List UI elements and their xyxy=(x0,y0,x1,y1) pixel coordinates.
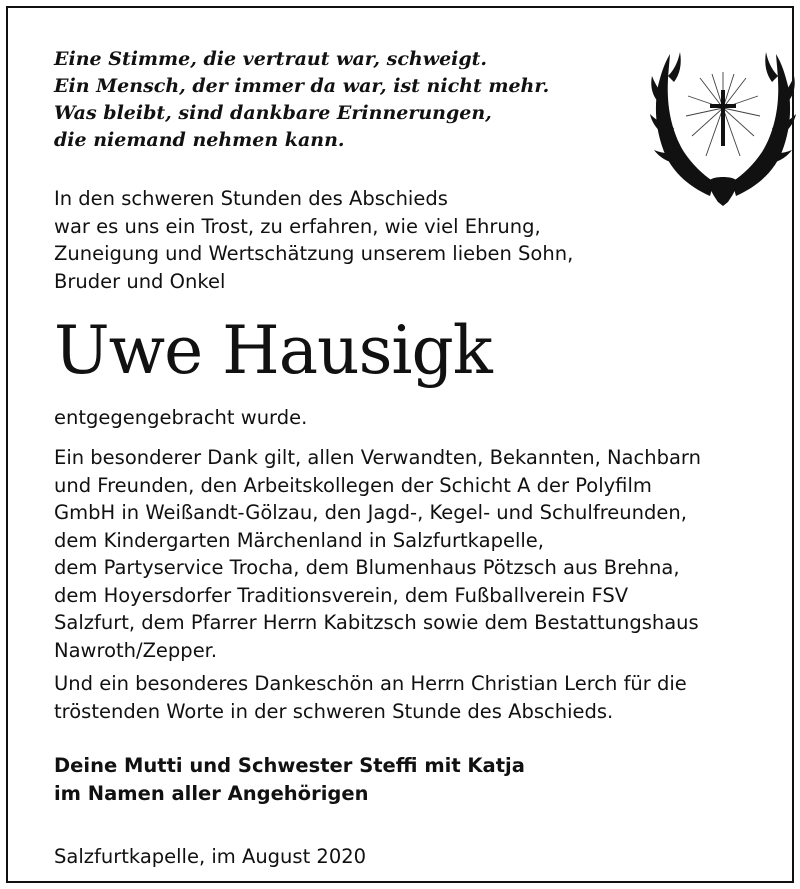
thanks-line: Salzfurt, dem Pfarrer Herrn Kabitzsch sowie dem Bestattungshaus xyxy=(54,611,699,634)
intro-line: In den schweren Stunden des Abschieds xyxy=(54,187,448,210)
thanks-line: dem Kindergarten Märchenland in Salzfurtkapelle, xyxy=(54,528,544,552)
special-thanks-paragraph xyxy=(54,670,687,725)
after-name-text xyxy=(54,404,307,432)
signature-line: Deine Mutti und Schwester Steffi mit Katja xyxy=(54,754,525,777)
intro-line: Bruder und Onkel xyxy=(54,269,226,293)
signature-line: im Namen aller Angehörigen xyxy=(54,781,369,805)
poem-line: Eine Stimme, die vertraut war, schweigt. xyxy=(54,48,488,70)
intro-paragraph xyxy=(54,185,573,295)
thanks-line: und Freunden, den Arbeitskollegen der Schicht A der Polyfilm xyxy=(54,473,652,497)
thanks-line: Nawroth/Zepper. xyxy=(54,638,218,662)
place-date: Salzfurtkapelle, im August 2020 xyxy=(54,845,367,868)
thanks-paragraph xyxy=(54,444,701,664)
intro-line: Zuneigung und Wertschätzung unserem lieben Sohn, xyxy=(54,242,574,265)
poem-line: Ein Mensch, der immer da war, ist nicht mehr. xyxy=(54,75,550,97)
poem-line: die niemand nehmen kann. xyxy=(54,129,345,151)
antlers-cross-icon xyxy=(648,46,798,206)
signature-block xyxy=(54,752,525,807)
poem xyxy=(54,46,549,154)
after-name-line: entgegengebracht wurde. xyxy=(54,406,308,429)
intro-line: war es uns ein Trost, zu erfahren, wie viel Ehrung, xyxy=(54,214,541,238)
deceased-name: Uwe Hausigk xyxy=(54,312,492,389)
special-thanks-line: tröstenden Worte in der schweren Stunde des Abschieds. xyxy=(54,699,614,723)
thanks-line: dem Partyservice Trocha, dem Blumenhaus Pötzsch aus Brehna, xyxy=(54,556,680,579)
thanks-line: GmbH in Weißandt-Gölzau, den Jagd-, Kegel- und Schulfreunden, xyxy=(54,501,687,524)
notice-frame xyxy=(6,6,794,883)
notice-content xyxy=(54,8,792,881)
thanks-line: dem Hoyersdorfer Traditionsverein, dem Fußballverein FSV xyxy=(54,583,629,607)
poem-line: Was bleibt, sind dankbare Erinnerungen, xyxy=(54,102,492,124)
special-thanks-line: Und ein besonderes Dankeschön an Herrn Christian Lerch für die xyxy=(54,672,687,695)
thanks-line: Ein besonderer Dank gilt, allen Verwandten, Bekannten, Nachbarn xyxy=(54,446,701,469)
